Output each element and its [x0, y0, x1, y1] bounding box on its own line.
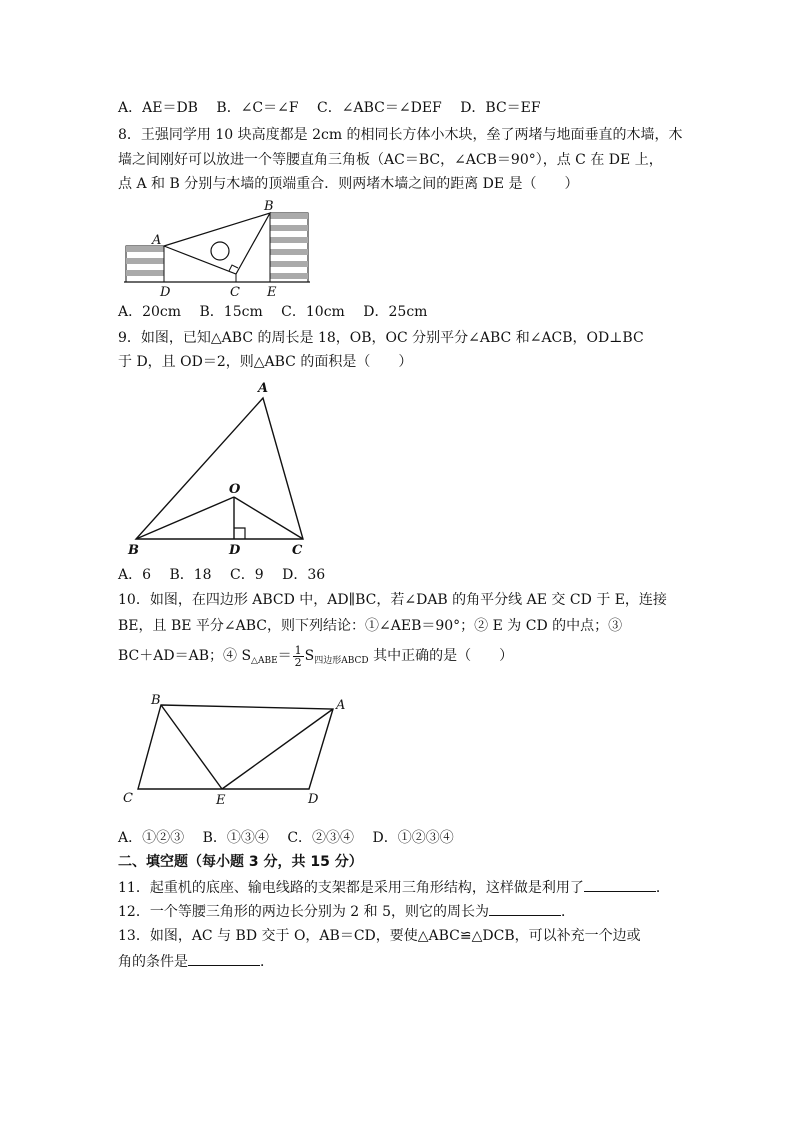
- q7-option-d: D．BC＝EF: [460, 100, 541, 116]
- q10-segment-be: [161, 705, 222, 789]
- q13-line-2: [118, 951, 274, 972]
- q10-option-a: A．①②③: [118, 830, 185, 846]
- q9-right-angle-mark: [234, 528, 245, 539]
- q11-text: 11．起重机的底座、输电线路的支架都是采用三角形结构，这样做是利用了: [118, 880, 584, 896]
- q13-line-1: 13．如图，AC 与 BD 交于 O，AB＝CD，要使△ABC≌△DCB，可以补充一个边或: [118, 928, 641, 944]
- q10-label-e: E: [216, 793, 226, 808]
- q9-option-b: B．18: [169, 567, 212, 583]
- q10-line-3-post: 其中正确的是（ ）: [368, 648, 514, 664]
- q8-right-wall: [270, 213, 308, 282]
- q9-option-c: C．9: [230, 567, 264, 583]
- q12-text: 12．一个等腰三角形的两边长分别为 2 和 5，则它的周长为: [118, 904, 489, 920]
- q9-triangle-abc: [136, 398, 303, 539]
- q10-equals: ＝: [277, 648, 292, 664]
- q8-line-3: 点 A 和 B 分别与木墙的顶端重合．则两堵木墙之间的距离 DE 是（ ）: [118, 176, 579, 192]
- q9-label-b: B: [128, 543, 139, 558]
- q10-subscript-abe: △ABE: [251, 656, 278, 666]
- q8-triangle-plate: [164, 213, 270, 274]
- section-2-heading: 二、填空题（每小题 3 分，共 15 分）: [118, 854, 363, 870]
- q8-right-angle-mark: [229, 265, 238, 271]
- q9-figure: [118, 376, 318, 560]
- q8-plate-hole: [211, 242, 229, 260]
- q13-text: 角的条件是: [118, 954, 188, 970]
- q10-label-c: C: [123, 791, 133, 806]
- q9-options: [118, 565, 339, 585]
- q10-option-d: D．①②③④: [372, 830, 454, 846]
- q10-fraction-numerator: 1: [294, 643, 302, 657]
- q8-option-b: B．15cm: [199, 304, 263, 320]
- q10-figure: [118, 690, 358, 812]
- q9-label-a: A: [258, 381, 269, 396]
- q9-line-1: 9．如图，已知△ABC 的周长是 18，OB，OC 分别平分∠ABC 和∠ACB，OD⊥BC: [118, 330, 644, 346]
- q10-fraction: [293, 645, 304, 668]
- q8-label-e: E: [267, 285, 277, 300]
- q9-label-c: C: [292, 543, 303, 558]
- q10-option-b: B．①③④: [202, 830, 269, 846]
- q9-segment-ob: [136, 497, 234, 539]
- q8-option-a: A．20cm: [118, 304, 182, 320]
- q12-end-mark: ．: [560, 904, 575, 920]
- q9-line-2: 于 D，且 OD＝2，则△ABC 的面积是（ ）: [118, 354, 413, 370]
- q8-option-c: C．10cm: [281, 304, 345, 320]
- q10-line-3-pre: BC＋AD＝AB；④ S: [118, 648, 252, 664]
- q10-fraction-denominator: 2: [294, 655, 302, 669]
- q9-option-d: D．36: [282, 567, 326, 583]
- q8-line-1: 8．王强同学用 10 块高度都是 2cm 的相同长方体小木块，垒了两堵与地面垂直的木墙，木: [118, 127, 683, 143]
- q12-answer-blank[interactable]: [489, 901, 561, 916]
- q13-answer-blank[interactable]: [188, 951, 260, 966]
- q10-segment-ae: [222, 709, 333, 789]
- q7-options: [118, 98, 555, 118]
- q9-label-o: O: [229, 482, 241, 497]
- q10-area-s: S: [304, 648, 315, 664]
- q8-label-d: D: [160, 285, 171, 300]
- q10-label-b: B: [151, 693, 161, 708]
- q7-option-a: A．AE＝DB: [118, 100, 198, 116]
- q10-options: [118, 828, 468, 848]
- q9-label-d: D: [229, 543, 241, 558]
- q10-label-a: A: [336, 698, 346, 713]
- q8-line-2: 墙之间刚好可以放进一个等腰直角三角板（AC＝BC，∠ACB＝90°），点 C 在 DE 上，: [118, 152, 663, 168]
- q8-options: [118, 302, 441, 322]
- q13-end-mark: ．: [260, 954, 274, 970]
- q10-option-c: C．②③④: [287, 830, 355, 846]
- q7-option-c: C．∠ABC＝∠DEF: [317, 100, 442, 116]
- q10-line-3: [118, 643, 513, 674]
- q10-label-d: D: [308, 792, 319, 807]
- q8-label-c: C: [230, 285, 240, 300]
- q11-end-mark: ．: [655, 880, 670, 896]
- q8-label-a: A: [152, 233, 162, 248]
- q7-option-b: B．∠C＝∠F: [216, 100, 299, 116]
- q10-line-2: BE，且 BE 平分∠ABC，则下列结论：①∠AEB＝90°；② E 为 CD 的中点；③: [118, 618, 623, 634]
- q8-figure: [118, 196, 318, 300]
- q10-line-1: 10．如图，在四边形 ABCD 中，AD∥BC，若∠DAB 的角平分线 AE 交 CD 于 E，连接: [118, 592, 667, 608]
- q8-option-d: D．25cm: [363, 304, 428, 320]
- q11-answer-blank[interactable]: [584, 877, 656, 892]
- q8-left-wall: [126, 246, 164, 282]
- q11: [118, 877, 670, 898]
- q10-subscript-quadrilateral: 四边形ABCD: [314, 656, 369, 666]
- q9-option-a: A．6: [118, 567, 152, 583]
- q12: [118, 901, 575, 922]
- q10-quadrilateral-abcd: [138, 705, 333, 789]
- q8-label-b: B: [264, 199, 274, 214]
